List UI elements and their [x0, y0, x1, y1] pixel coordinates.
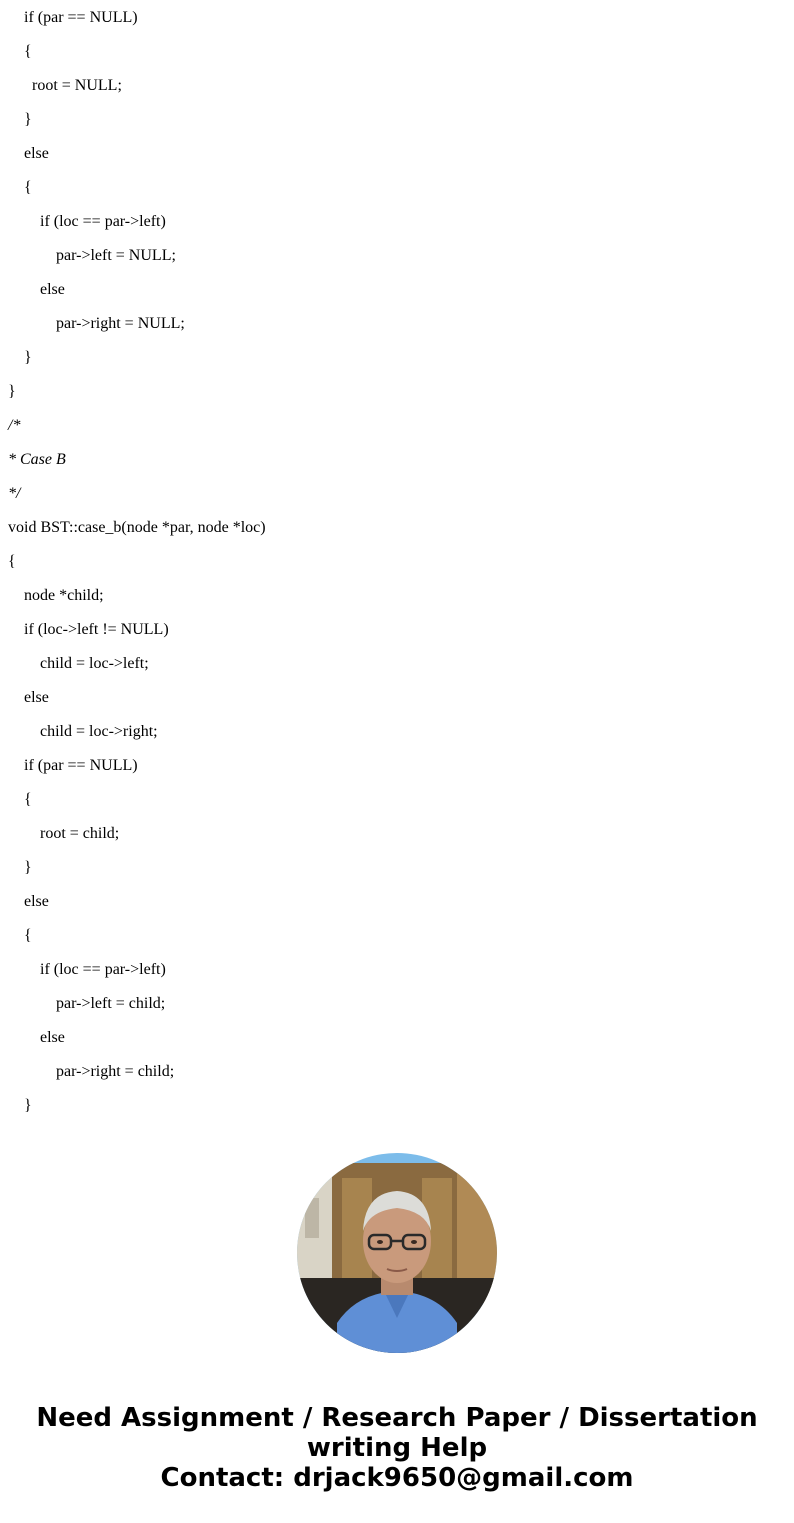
code-line: * Case B — [8, 451, 66, 468]
code-line: if (loc == par->left) — [40, 961, 166, 978]
code-line: } — [24, 349, 32, 366]
promo-footer — [0, 1403, 794, 1493]
code-line: } — [24, 111, 32, 128]
code-line: else — [24, 145, 49, 162]
code-line: par->right = child; — [56, 1063, 175, 1080]
code-line: else — [24, 893, 49, 910]
code-line: } — [24, 859, 32, 876]
code-line: if (loc->left != NULL) — [24, 621, 169, 638]
code-line: { — [24, 43, 32, 60]
code-line: root = NULL; — [32, 77, 122, 94]
code-line: } — [24, 1097, 32, 1114]
promo-line-2: writing Help — [306, 1433, 488, 1463]
code-line: { — [8, 553, 16, 570]
code-line: par->left = child; — [56, 995, 166, 1012]
promo-line-1: Need Assignment / Research Paper / Dissertation — [36, 1403, 758, 1433]
code-line: child = loc->right; — [40, 723, 158, 740]
code-line: else — [24, 689, 49, 706]
author-avatar — [297, 1153, 497, 1353]
code-line: if (loc == par->left) — [40, 213, 166, 230]
code-line: par->left = NULL; — [56, 247, 176, 264]
code-line: { — [24, 179, 32, 196]
code-line: node *child; — [24, 587, 104, 604]
code-line: if (par == NULL) — [24, 9, 138, 26]
code-line: else — [40, 1029, 65, 1046]
code-line: */ — [8, 485, 21, 502]
code-line: void BST::case_b(node *par, node *loc) — [8, 519, 266, 536]
code-line: par->right = NULL; — [56, 315, 185, 332]
code-line: { — [24, 927, 32, 944]
code-line: /* — [8, 417, 21, 434]
author-portrait-icon — [297, 1153, 497, 1353]
code-line: else — [40, 281, 65, 298]
code-line: { — [24, 791, 32, 808]
contact-line: Contact: drjack9650@gmail.com — [160, 1463, 634, 1493]
code-line: root = child; — [40, 825, 120, 842]
code-line: child = loc->left; — [40, 655, 149, 672]
code-line: } — [8, 383, 16, 400]
code-line: if (par == NULL) — [24, 757, 138, 774]
